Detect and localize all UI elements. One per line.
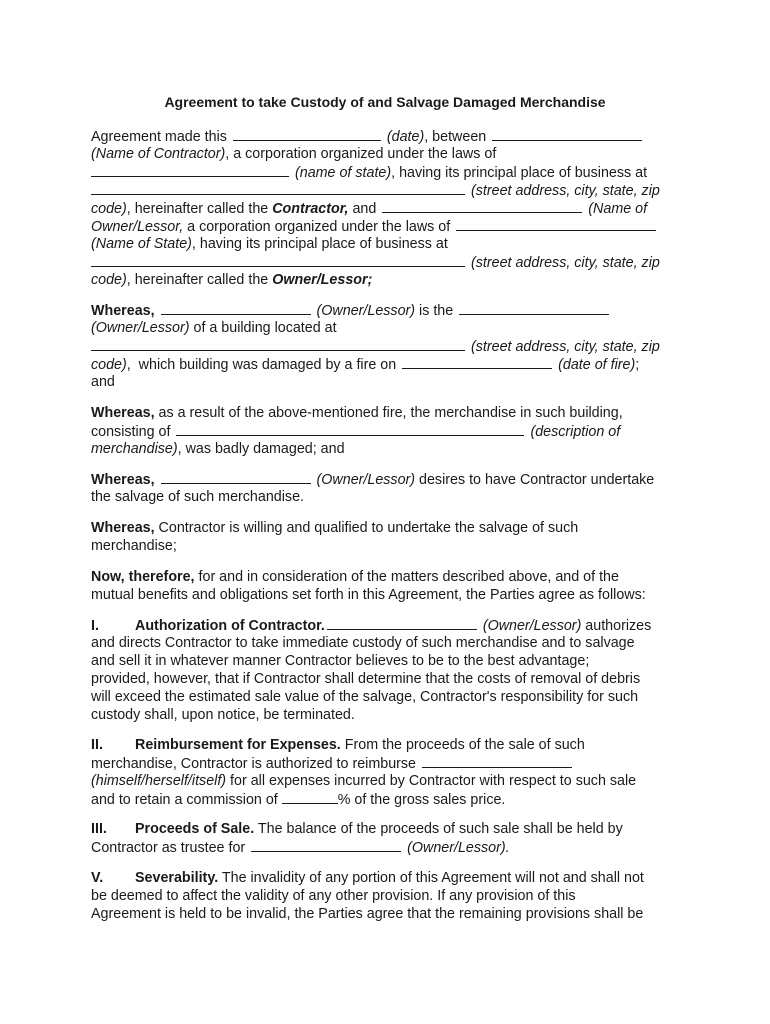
owner-name-blank-2[interactable] [161,301,311,315]
intro-line-6: Owner/Lessor, a corporation organized under the laws of [91,217,658,236]
whereas1-line-2: (Owner/Lessor) of a building located at [91,320,337,336]
intro-line-7: (Name of State), having its principal place of business at [91,236,448,252]
intro-line-8: (street address, city, state, zip [91,253,660,272]
section-2-number: II. [91,737,103,753]
section-1-line-5: will exceed the estimated sale value of the salvage, Contractor's responsibility for such [91,689,639,705]
section-2-line-4: and to retain a commission of % of the gross sales price. [91,792,506,808]
fire-date-blank[interactable] [402,355,552,369]
intro-line-5: code), hereinafter called the Contractor, and (Name of [91,201,648,217]
owner-name-blank[interactable] [382,199,582,213]
section-1-heading: Authorization of Contractor. [135,618,325,634]
now-therefore-line-1: Now, therefore, for and in consideration of the matters described above, and of the [91,569,619,585]
whereas1-line-3: (street address, city, state, zip [91,337,660,356]
section-2-heading: Reimbursement for Expenses. [135,737,341,753]
section-1-line-3: and sell it in whatever manner Contractor believes to be to the best advantage; [91,653,590,669]
section-3-number: III. [91,821,107,837]
whereas4-line-2: merchandise; [91,538,177,554]
section-2-line-3: (himself/herself/itself) for all expenses incurred by Contractor with respect to such sale [91,773,637,789]
intro-line-3: (name of state), having its principal place of business at [91,163,647,182]
whereas2-line-1: Whereas, as a result of the above-mentioned fire, the merchandise in such building, [91,405,623,421]
building-address-blank[interactable] [91,337,465,351]
whereas2-line-2: consisting of (description of [91,424,621,440]
section-2-line-1: II. Reimbursement for Expenses. From the proceeds of the sale of such [91,737,585,753]
owner-state-blank[interactable] [456,217,656,231]
section-5-line-1: V. Severability. The invalidity of any portion of this Agreement will not and shall not [91,870,644,886]
contractor-name-blank[interactable] [492,127,642,141]
whereas4-line-1: Whereas, Contractor is willing and qualified to undertake the salvage of such [91,520,579,536]
reimburse-party-blank[interactable] [422,754,572,768]
section-1-line-6: custody shall, upon notice, be terminated. [91,707,355,723]
section-5-number: V. [91,870,104,886]
whereas1-line-1: Whereas, (Owner/Lessor) is the [91,301,611,320]
section-5-heading: Severability. [135,870,219,886]
date-blank[interactable] [233,127,381,141]
section-3-line-1: III. Proceeds of Sale. The balance of the proceeds of such sale shall be held by [91,821,623,837]
owner-role-blank[interactable] [459,301,609,315]
merchandise-description-blank[interactable] [176,422,524,436]
section-3-line-2: Contractor as trustee for (Owner/Lessor). [91,840,510,856]
section-1-line-1: I. Authorization of Contractor. (Owner/Lessor) authorizes [91,618,652,634]
contractor-address-blank[interactable] [91,181,465,195]
intro-line-2: (Name of Contractor), a corporation organized under the laws of [91,146,497,162]
section-3-heading: Proceeds of Sale. [135,821,255,837]
section-2-line-2: merchandise, Contractor is authorized to reimburse [91,754,574,773]
commission-percent-blank[interactable] [282,790,338,804]
intro-line-1: Agreement made this (date), between [91,127,644,146]
state-blank[interactable] [91,163,289,177]
section-5-line-3: Agreement is held to be invalid, the Parties agree that the remaining provisions shall be [91,906,644,922]
trustee-owner-blank[interactable] [251,838,401,852]
whereas3-line-2: the salvage of such merchandise. [91,489,304,505]
document-title: Agreement to take Custody of and Salvage Damaged Merchandise [164,94,606,110]
now-therefore-line-2: mutual benefits and obligations set forth in this Agreement, the Parties agree as follows: [91,587,646,603]
section-5-line-2: be deemed to affect the validity of any other provision. If any provision of this [91,888,576,904]
whereas1-line-5: and [91,374,115,390]
owner-name-blank-3[interactable] [161,470,311,484]
whereas2-line-3: merchandise), was badly damaged; and [91,441,345,457]
intro-line-9: code), hereinafter called the Owner/Lessor; [91,272,373,288]
owner-address-blank[interactable] [91,253,465,267]
section-1-number: I. [91,618,99,634]
intro-line-4: (street address, city, state, zip [91,181,660,200]
whereas1-line-4: code), which building was damaged by a fire on (date of fire); [91,357,640,373]
whereas3-line-1: Whereas, (Owner/Lessor) desires to have Contractor undertake [91,472,655,488]
section-1-line-4: provided, however, that if Contractor shall determine that the costs of removal of debris [91,671,641,687]
owner-name-blank-4[interactable] [327,616,477,630]
section-1-line-2: and directs Contractor to take immediate custody of such merchandise and to salvage [91,635,635,651]
